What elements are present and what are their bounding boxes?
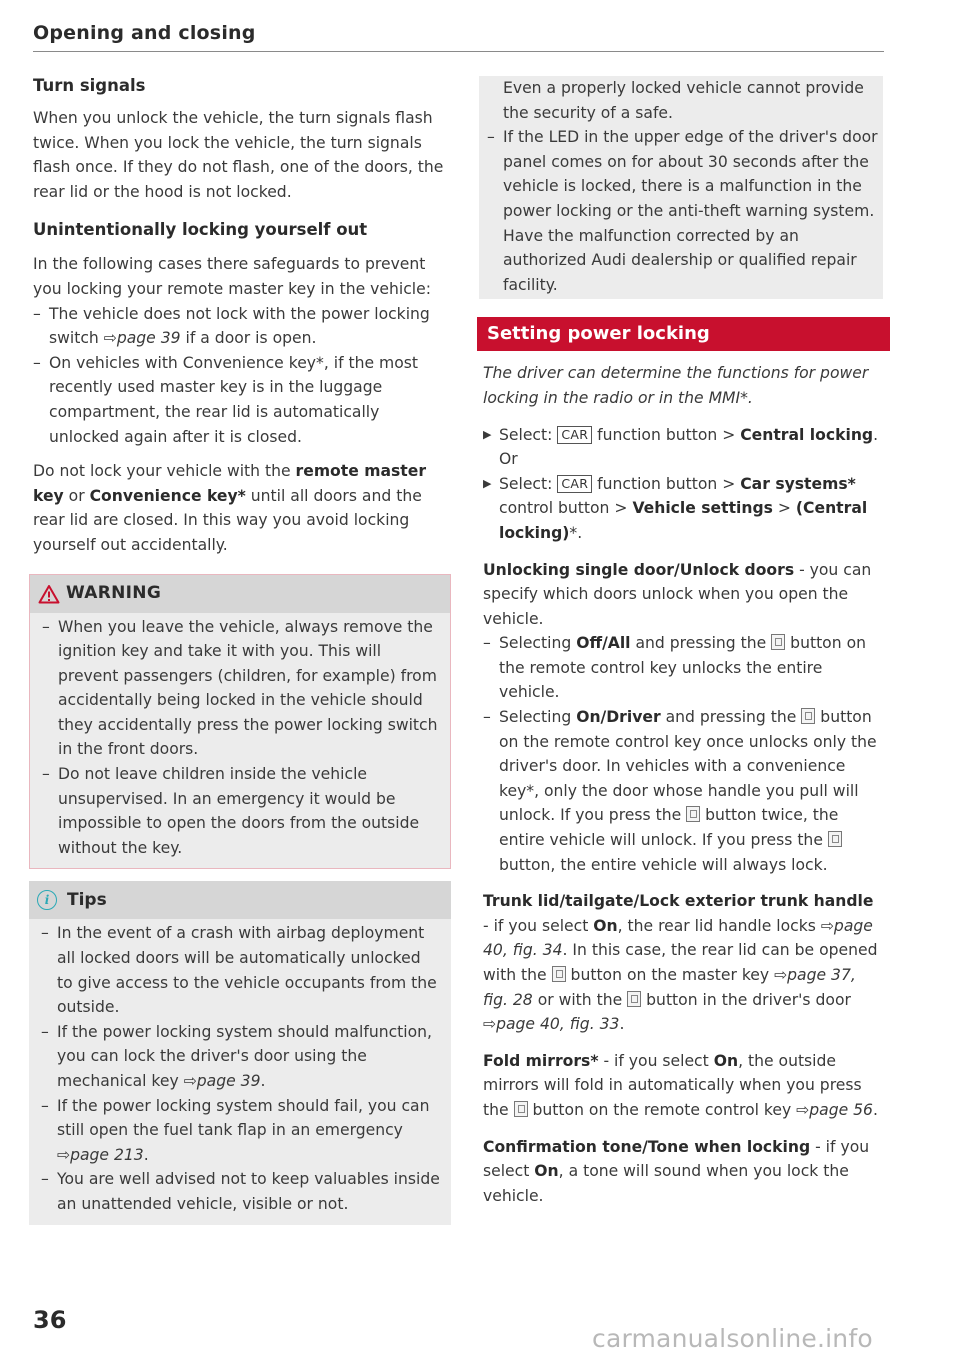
turn-signals-heading: Turn signals	[33, 76, 146, 95]
list-item: – Selecting Off/All and pressing the button on the remote control key unlocks the entire vehicle.	[483, 631, 883, 705]
lock-key-icon	[514, 1101, 528, 1117]
warning-title: WARNING	[66, 583, 162, 604]
section-intro: The driver can determine the functions for power locking in the radio or in the MMI*.	[483, 364, 869, 407]
page-reference-link[interactable]: ⇨page 40, fig. 34	[483, 916, 873, 960]
trunk-key-icon	[627, 991, 641, 1007]
list-item: – Selecting On/Driver and pressing the button on the remote control key once unlocks only the driver's door. In vehicles with a convenience key*, only the door whose handle you pull will unlock. If you press the button twice, the entire vehicle will unlock. If you press the button, the entire vehicle will always lock.	[483, 705, 883, 877]
list-item: – If the power locking system should fail, you can still open the fuel tank flap in an emergency ⇨page 213.	[41, 1094, 441, 1168]
right-column	[483, 76, 883, 1208]
unlock-key-icon	[771, 634, 785, 650]
warning-body	[30, 613, 450, 869]
unlocking-list	[483, 631, 883, 877]
or-text: Or	[499, 450, 518, 469]
car-button: CAR	[557, 475, 592, 493]
box-text: Even a properly locked vehicle cannot provide the security of a safe.	[503, 79, 864, 122]
step-arrow-icon: ▶	[483, 427, 492, 441]
tips-title: Tips	[67, 890, 107, 911]
list-item: – The vehicle does not lock with the power locking switch ⇨page 39 if a door is open.	[33, 302, 451, 351]
list-item: – When you leave the vehicle, always remove the ignition key and take it with you. This will prevent passengers (children, for example) from accidentally being locked in the vehicle should they accidentally press the power locking switch in the front doors.	[42, 615, 440, 763]
warning-continued-box	[479, 76, 883, 299]
fold-mirrors-paragraph: Fold mirrors* - if you select On, the outside mirrors will fold in automatically when you press the button on the remote control key ⇨page 56.	[483, 1051, 878, 1119]
section-title-band	[477, 317, 890, 351]
info-icon: i	[37, 890, 57, 910]
unlock-key-icon	[801, 708, 815, 724]
warning-box	[29, 574, 451, 870]
page-reference-link[interactable]: ⇨page 39	[183, 1072, 261, 1090]
list-item: – On vehicles with Convenience key*, if the most recently used master key is in the luggage compartment, the rear lid is automatically unlocked again after it is closed.	[33, 351, 451, 449]
unlock-key-icon	[686, 806, 700, 822]
list-item: – You are well advised not to keep valuables inside an unattended vehicle, visible or not.	[41, 1167, 441, 1216]
page-reference-link[interactable]: ⇨page 39	[103, 329, 181, 348]
page-reference-link[interactable]: ⇨page 56	[796, 1100, 873, 1119]
step-item: ▶ Select: CAR function button > Car systems* control button > Vehicle settings > (Central locking)*.	[483, 472, 883, 546]
warning-header	[30, 575, 450, 613]
warning-triangle-icon	[38, 584, 60, 604]
chapter-title: Opening and closing	[33, 22, 256, 44]
page-number: 36	[33, 1306, 67, 1334]
tips-header	[29, 881, 451, 919]
unlocking-paragraph: Unlocking single door/Unlock doors - you can specify which doors unlock when you open the vehicle.	[483, 560, 872, 628]
section-title: Setting power locking	[487, 323, 710, 345]
locking-out-heading: Unintentionally locking yourself out	[33, 220, 368, 240]
page-header	[33, 22, 883, 44]
header-divider	[33, 51, 884, 52]
list-item: – Do not leave children inside the vehicle unsupervised. In an emergency it would be impossible to open the doors from the outside without the key.	[42, 762, 440, 860]
tone-paragraph: Confirmation tone/Tone when locking - if you select On, a tone will sound when you lock the vehicle.	[483, 1137, 870, 1205]
tips-body	[29, 919, 451, 1224]
page-reference-link[interactable]: ⇨page 40, fig. 33	[483, 1015, 620, 1034]
list-item: – If the power locking system should malfunction, you can lock the driver's door using the mechanical key ⇨page 39.	[41, 1020, 441, 1094]
trunk-paragraph: Trunk lid/tailgate/Lock exterior trunk handle - if you select On, the rear lid handle locks ⇨page 40, fig. 34. In this case, the rear lid can be opened with the button on the master key ⇨page 37, fig. 28 or with the button in the driver's door ⇨page 40, fig. 33.	[483, 892, 878, 1034]
lock-key-icon	[828, 831, 842, 847]
car-button: CAR	[557, 426, 592, 444]
page-reference-link[interactable]: ⇨page 213	[57, 1145, 144, 1164]
tips-box	[29, 881, 451, 1224]
left-column	[33, 74, 451, 1225]
turn-signals-text: When you unlock the vehicle, the turn signals flash twice. When you lock the vehicle, the turn signals flash once. If they do not flash, one of the doors, the rear lid or the hood is not locked.	[33, 109, 444, 201]
trunk-key-icon	[552, 966, 566, 982]
locking-out-list	[33, 302, 451, 450]
locking-out-intro: In the following cases there safeguards to prevent you locking your remote master key in the vehicle:	[33, 255, 431, 298]
page-reference-link[interactable]: ⇨page 37, fig. 28	[483, 966, 856, 1009]
list-item: – If the LED in the upper edge of the driver's door panel comes on for about 30 seconds after the vehicle is locked, there is a malfunction in the power locking or the anti-theft warning system. Have the malfunction corrected by an authorized Audi dealership or qualified repair facility.	[487, 125, 879, 297]
watermark: carmanualsonline.info	[592, 1324, 873, 1353]
locking-out-outro: Do not lock your vehicle with the remote master key or Convenience key* until all doors and the rear lid are closed. In this way you avoid locking yourself out accidentally.	[33, 462, 427, 554]
step-arrow-icon: ▶	[483, 476, 492, 490]
step-item: ▶ Select: CAR function button > Central locking.	[483, 423, 883, 448]
list-item: – In the event of a crash with airbag deployment all locked doors will be automatically unlocked to give access to the vehicle occupants from the outside.	[41, 921, 441, 1019]
